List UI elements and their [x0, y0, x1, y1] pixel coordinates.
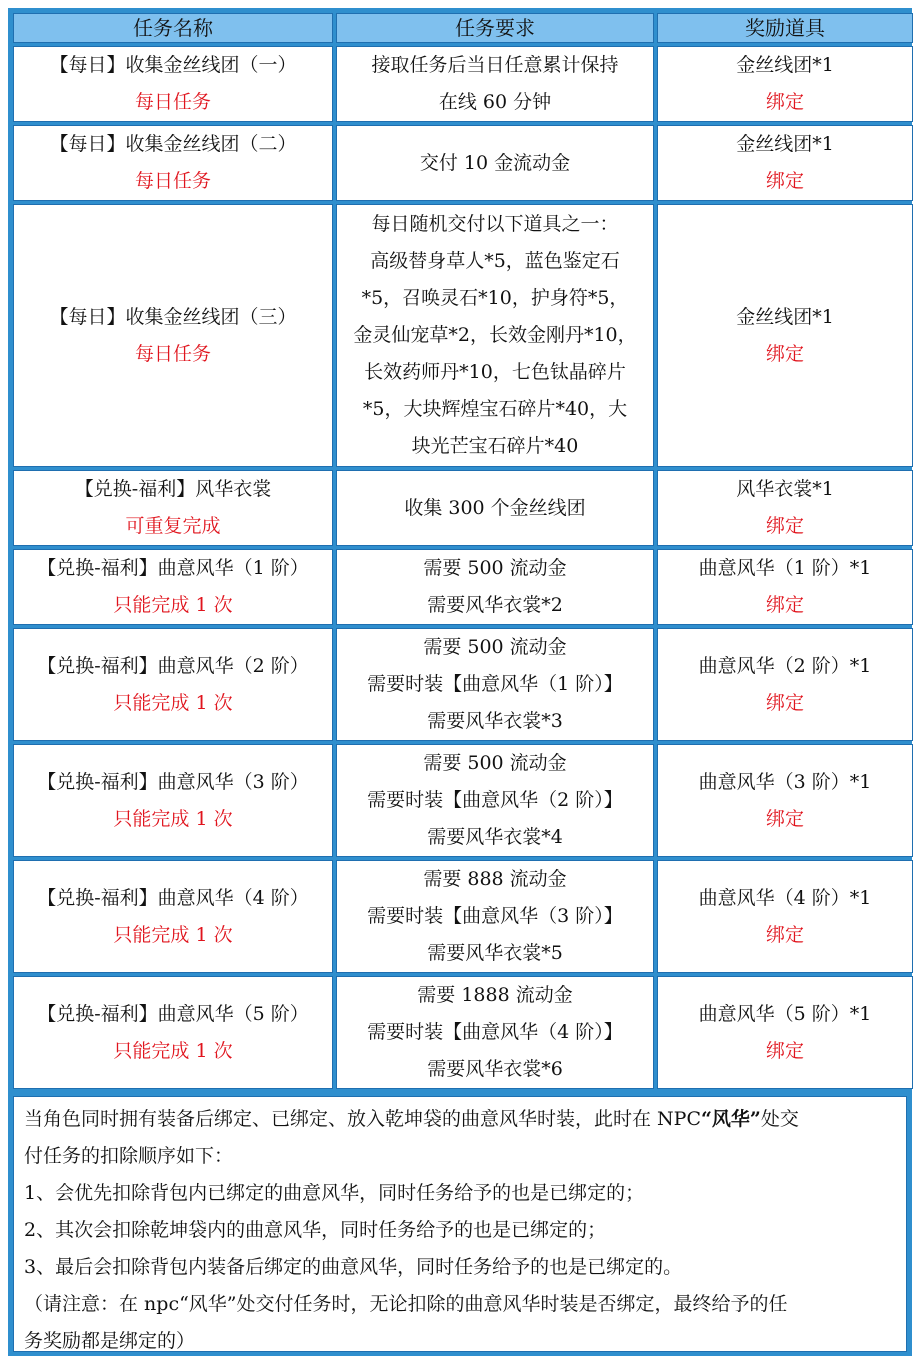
requirement-line: 需要时装【曲意风华（3 阶）】 [367, 905, 623, 927]
requirement-line: 需要 500 流动金 [423, 752, 567, 774]
task-name-cell [13, 46, 333, 122]
reward-item: 曲意风华（4 阶）*1 [698, 886, 872, 909]
requirement-line: 接取任务后当日任意累计保持 [371, 54, 619, 76]
note-caution-text: （请注意：在 npc“风华”处交付任务时，无论扣除的曲意风华时装是否绑定，最终给予的任 [24, 1293, 788, 1315]
table-row [13, 744, 913, 857]
task-type-tag: 只能完成 1 次 [113, 1039, 233, 1062]
task-name: 【兑换-福利】曲意风华（2 阶） [37, 654, 309, 677]
task-table-frame [8, 8, 912, 1356]
task-type-tag: 只能完成 1 次 [113, 923, 233, 946]
task-name: 【每日】收集金丝线团（二） [49, 133, 297, 155]
task-name-cell [13, 976, 333, 1089]
requirement-line: 需要 500 流动金 [423, 557, 567, 579]
note-caution-cont: 务奖励都是绑定的） [24, 1330, 196, 1352]
requirement-line: 需要时装【曲意风华（2 阶）】 [367, 789, 623, 811]
reward-cell [657, 549, 913, 625]
task-name-cell [13, 860, 333, 973]
task-name-cell [13, 204, 333, 467]
reward-cell [657, 744, 913, 857]
table-row [13, 204, 913, 467]
task-name: 【每日】收集金丝线团（三） [49, 305, 297, 328]
bound-badge: 绑定 [765, 1039, 804, 1062]
task-requirement-cell [336, 976, 654, 1089]
task-table [10, 10, 916, 1092]
requirement-line: 需要风华衣裳*4 [427, 826, 563, 848]
task-name-cell [13, 549, 333, 625]
deduction-note [13, 1096, 907, 1352]
bound-badge: 绑定 [765, 515, 804, 537]
task-name: 【兑换-福利】曲意风华（4 阶） [37, 886, 309, 909]
reward-cell [657, 860, 913, 973]
requirement-line: 需要风华衣裳*3 [427, 710, 563, 732]
task-name-cell [13, 628, 333, 741]
requirement-line: 收集 300 个金丝线团 [404, 496, 586, 519]
table-row [13, 976, 913, 1089]
note-item-3: 3、最后会扣除背包内装备后绑定的曲意风华，同时任务给予的也是已绑定的。 [24, 1256, 683, 1278]
table-row [13, 46, 913, 122]
note-caution [24, 1286, 898, 1360]
header-row [13, 13, 913, 43]
header-task-requirement: 任务要求 [336, 13, 654, 43]
reward-cell [657, 470, 913, 546]
task-type-tag: 可重复完成 [125, 515, 221, 537]
bound-badge: 绑定 [765, 91, 804, 113]
task-name-cell [13, 125, 333, 201]
requirement-line: *5，大块辉煌宝石碎片*40，大 [362, 398, 628, 420]
note-item-1: 1、会优先扣除背包内已绑定的曲意风华，同时任务给予的也是已绑定的； [24, 1182, 645, 1204]
requirement-line: 每日随机交付以下道具之一： [371, 213, 619, 235]
task-type-tag: 每日任务 [134, 170, 211, 192]
note-intro [24, 1101, 898, 1175]
bound-badge: 绑定 [765, 594, 804, 616]
task-type-tag: 每日任务 [134, 342, 211, 365]
table-row [13, 549, 913, 625]
task-requirement-cell [336, 125, 654, 201]
table-row [13, 125, 913, 201]
bound-badge: 绑定 [765, 807, 804, 830]
task-type-tag: 每日任务 [134, 91, 211, 113]
task-requirement-cell [336, 470, 654, 546]
reward-cell [657, 628, 913, 741]
task-requirement-cell [336, 860, 654, 973]
task-name: 【兑换-福利】曲意风华（1 阶） [37, 557, 309, 579]
task-name-cell [13, 470, 333, 546]
reward-item: 曲意风华（5 阶）*1 [698, 1002, 872, 1025]
table-row [13, 860, 913, 973]
note-item-2: 2、其次会扣除乾坤袋内的曲意风华，同时任务给予的也是已绑定的； [24, 1219, 607, 1241]
reward-item: 曲意风华（2 阶）*1 [698, 654, 872, 677]
reward-item: 金丝线团*1 [736, 305, 834, 328]
note-intro-tail: 处交 [760, 1108, 799, 1130]
reward-item: 风华衣裳*1 [736, 478, 834, 500]
note-intro-text: 当角色同时拥有装备后绑定、已绑定、放入乾坤袋的曲意风华时装，此时在 NPC [24, 1108, 701, 1130]
reward-cell [657, 125, 913, 201]
task-name: 【每日】收集金丝线团（一） [49, 54, 297, 76]
requirement-line: 需要 888 流动金 [423, 868, 567, 890]
reward-cell [657, 46, 913, 122]
reward-item: 曲意风华（3 阶）*1 [698, 770, 872, 793]
requirement-line: 需要风华衣裳*6 [427, 1058, 563, 1080]
task-requirement-cell [336, 628, 654, 741]
requirement-line: 高级替身草人*5，蓝色鉴定石 [370, 250, 620, 272]
requirement-line: 需要时装【曲意风华（1 阶）】 [367, 673, 623, 695]
reward-item: 金丝线团*1 [736, 133, 834, 155]
task-name: 【兑换-福利】曲意风华（3 阶） [37, 770, 309, 793]
header-task-name: 任务名称 [13, 13, 333, 43]
task-requirement-cell [336, 744, 654, 857]
requirement-line: 在线 60 分钟 [438, 91, 552, 113]
requirement-line: 需要 1888 流动金 [417, 984, 573, 1006]
requirement-line: 金灵仙宠草*2，长效金刚丹*10， [353, 324, 637, 346]
task-requirement-cell [336, 46, 654, 122]
table-row [13, 628, 913, 741]
table-row [13, 470, 913, 546]
requirement-line: 交付 10 金流动金 [419, 151, 571, 174]
bound-badge: 绑定 [765, 923, 804, 946]
requirement-line: *5，召唤灵石*10，护身符*5， [361, 287, 629, 309]
task-type-tag: 只能完成 1 次 [113, 807, 233, 830]
requirement-line: 块光芒宝石碎片*40 [411, 435, 579, 457]
requirement-line: 需要 500 流动金 [423, 636, 567, 658]
note-intro-cont: 付任务的扣除顺序如下： [24, 1145, 234, 1167]
header-reward: 奖励道具 [657, 13, 913, 43]
reward-item: 金丝线团*1 [736, 54, 834, 76]
requirement-line: 需要时装【曲意风华（4 阶）】 [367, 1021, 623, 1043]
reward-cell [657, 976, 913, 1089]
requirement-line: 需要风华衣裳*2 [427, 594, 563, 616]
task-requirement-cell [336, 204, 654, 467]
bound-badge: 绑定 [765, 170, 804, 192]
requirement-line: 长效药师丹*10，七色钛晶碎片 [364, 361, 626, 383]
task-name-cell [13, 744, 333, 857]
task-requirement-cell [336, 549, 654, 625]
reward-cell [657, 204, 913, 467]
bound-badge: 绑定 [765, 342, 804, 365]
bound-badge: 绑定 [765, 691, 804, 714]
reward-item: 曲意风华（1 阶）*1 [698, 557, 872, 579]
note-npc-name: “风华” [701, 1108, 761, 1130]
requirement-line: 需要风华衣裳*5 [427, 942, 563, 964]
task-name: 【兑换-福利】风华衣裳 [74, 478, 272, 500]
task-name: 【兑换-福利】曲意风华（5 阶） [37, 1002, 309, 1025]
task-type-tag: 只能完成 1 次 [113, 691, 233, 714]
task-type-tag: 只能完成 1 次 [113, 594, 233, 616]
